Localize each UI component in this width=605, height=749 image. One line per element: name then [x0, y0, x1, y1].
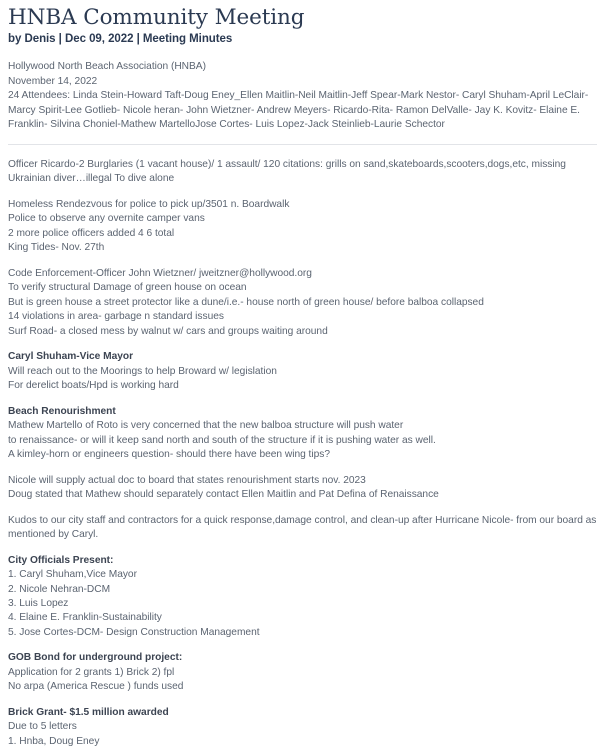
martello-concern-line-1: Mathew Martello of Roto is very concerned that the new balboa structure will push water — [8, 420, 404, 432]
city-official-item: 2. Nicole Nehran-DCM — [8, 583, 111, 595]
code-enforcement-contact: Code Enforcement-Officer John Wietzner/ jweitzner@hollywood.org — [8, 267, 312, 279]
police-report-paragraph — [8, 158, 597, 187]
king-tides-line: King Tides- Nov. 27th — [8, 242, 105, 254]
city-official-item: 3. Luis Lopez — [8, 597, 69, 609]
police-report-line: Officer Ricardo-2 Burglaries (1 vacant house)/ 1 assault/ 120 citations: grills on sand,skateboards,scooters,dogs,etc, missing Ukrainian diver…illegal To dive alone — [8, 158, 566, 185]
violations-line: 14 violations in area- garbage n standard issues — [8, 311, 224, 323]
doug-contact-line: Doug stated that Mathew should separately contact Ellen Maitlin and Pat Defina of Renaissance — [8, 489, 439, 501]
city-official-item: 4. Elaine E. Franklin-Sustainability — [8, 612, 162, 624]
letter-item: 1. Hnba, Doug Eney — [8, 735, 100, 747]
homeless-police-paragraph — [8, 198, 597, 256]
post-byline: by Denis | Dec 09, 2022 | Meeting Minutes — [8, 33, 233, 46]
attendees-list: 24 Attendees: Linda Stein-Howard Taft-Doug Eney_Ellen Maitlin-Neil Maitlin-Jeff Spear-Mark Nestor- Caryl Shuham-April LeClair- Marcy Spirit-Lee Gotlieb- Nicole heran- John Wietzner- Andrew Meyers- Ricardo-Rita- Ramon DelValle- Jay K. Kovitz- Elaine E. Franklin- Silvina Choniel-Mathew MartelloJose Cortes- Luis Lopez-Jack Steinlieb-Laurie Schector — [8, 90, 589, 131]
moorings-legislation-line: Will reach out to the Moorings to help Broward w/ legislation — [8, 365, 277, 377]
city-officials-heading: City Officials Present: — [8, 554, 114, 566]
intro-block — [8, 60, 597, 132]
structural-damage-line: To verify structural Damage of green house on ocean — [8, 282, 247, 294]
vice-mayor-paragraph — [8, 350, 597, 393]
surf-road-line: Surf Road- a closed mess by walnut w/ cars and groups waiting around — [8, 325, 328, 337]
letters-due-line: Due to 5 letters — [8, 721, 77, 733]
section-divider — [8, 144, 597, 145]
brick-grant-paragraph — [8, 706, 597, 749]
kudos-line: Kudos to our city staff and contractors for a quick response,damage control, and clean-up after Hurricane Nicole- from our board as mentioned by Caryl. — [8, 514, 597, 541]
meeting-date: November 14, 2022 — [8, 75, 98, 87]
vice-mayor-heading: Caryl Shuham-Vice Mayor — [8, 351, 134, 363]
renourishment-docs-paragraph — [8, 474, 597, 503]
city-official-item: 1. Caryl Shuham,Vice Mayor — [8, 569, 137, 581]
martello-concern-line-2: to renaissance- or will it keep sand north and south of the structure if it is pushing water as well. — [8, 434, 436, 446]
gob-bond-heading: GOB Bond for underground project: — [8, 652, 183, 664]
officers-added-line: 2 more police officers added 4 6 total — [8, 227, 175, 239]
wing-tips-question-line: A kimley-horn or engineers question- should there have been wing tips? — [8, 449, 330, 461]
grants-application-line: Application for 2 grants 1) Brick 2) fpl — [8, 666, 175, 678]
beach-renourishment-heading: Beach Renourishment — [8, 405, 116, 417]
nicole-doc-line: Nicole will supply actual doc to board that states renourishment starts nov. 2023 — [8, 474, 366, 486]
brick-grant-heading: Brick Grant- $1.5 million awarded — [8, 706, 169, 718]
page-title: HNBA Community Meeting — [8, 5, 305, 30]
arpa-funds-line: No arpa (America Rescue ) funds used — [8, 681, 184, 693]
article-body — [8, 60, 597, 749]
kudos-paragraph — [8, 514, 597, 543]
city-officials-paragraph — [8, 554, 597, 641]
camper-vans-line: Police to observe any overnite camper vans — [8, 213, 205, 225]
street-protector-line: But is green house a street protector like a dune/i.e.- house north of green house/ before balboa collapsed — [8, 296, 484, 308]
beach-renourishment-paragraph — [8, 405, 597, 463]
derelict-boats-line: For derelict boats/Hpd is working hard — [8, 380, 179, 392]
code-enforcement-paragraph — [8, 267, 597, 339]
homeless-rendezvous-line: Homeless Rendezvous for police to pick up/3501 n. Boardwalk — [8, 198, 290, 210]
org-name: Hollywood North Beach Association (HNBA) — [8, 61, 206, 73]
gob-bond-paragraph — [8, 651, 597, 694]
city-official-item: 5. Jose Cortes-DCM- Design Construction Management — [8, 626, 260, 638]
